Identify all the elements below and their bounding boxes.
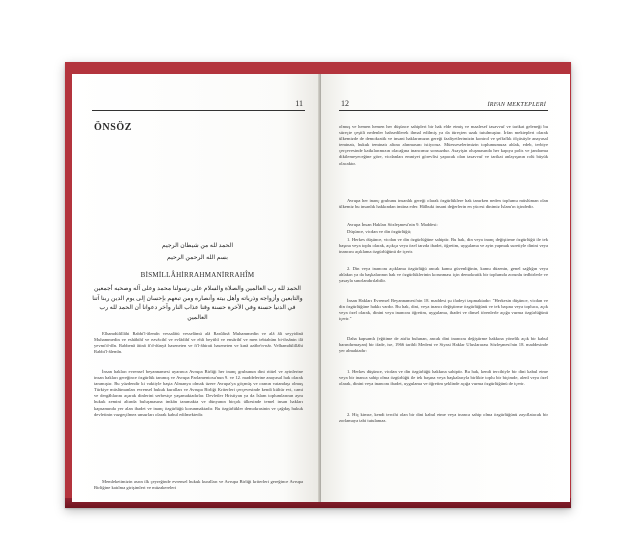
right-paragraph-4: Daha kapsamlı (eğitime de atıfta bulunan, ancak dini inancını değiştirme hakkına yönelik açık bir kabul barındırmayan) bir ifade, ise, 1966 tarihli Medeni ve Siyasi Haklar Uluslararası Sözleşmesi'nin 18. maddesinde yer almaktadır: <box>339 336 548 354</box>
right-paragraph-1: olmuş ve hemen hemen her düşünce sahipleri bir hak elde etmiş ve maalesef tasavvuf ve tarikat geleneği bu süreçte çeşitli nedenler bahsedilerek ihmal edilmiş ya da türeçten uzak tutulmuştur. İrfan mektepleri olarak ülkemizde de demokratik ve insani haklarımızın gereği faaliyetlerimizin kontrol ve şeffaflık ölçüsüyle anayasal teminatı, hukuk teminatı altına alınmasını istiyoruz. Müesseselerimizin toplumumuza ahlak, edeb, terbiye çerçevesinde katkılarımızın olacağına inancımız sonsuzdur. Asayişin oluşmasında her kapıya polis ve jandarma dikilemeyeceğine göre, vicdanları emniyet görevlisi yapacak olan tasavvuf ve tarikat anlayışının rolü büyük olacaktır. <box>339 124 548 166</box>
article-point-2: 2. Din veya inancını açıklama özgürlüğü ancak kamu güvenliğinin, kamu düzenin, genel sağlığın veya ahlakın ya da başkalarının hak ve özgürlüklerinin korunması için demokratik bir toplumda zorunlu tedbirlerle ve yasayla sınırlandırılabilir. <box>339 266 548 284</box>
running-head: İRFAN MEKTEPLERİ <box>487 102 546 108</box>
article-heading: Avrupa İnsan Hakları Sözleşmesi'nin 9. Maddesi: <box>347 222 438 227</box>
basmala-transliteration: BİSMİLLÂHİRRAHMANİRRAHÎM <box>140 271 255 279</box>
left-paragraph-1: Elhamdülillâhi Rabbi'l-âlemîn vessalâtü vesselâmü alâ Rasûlinâ Muhammedin ve alâ âli seyyidinâ Muhammedin ve eshâbihî ve ezvâcihî ve evlâdihî ve ehli beytihî ve ensârihî ve men tebiahüm bi-ihsânin ilâ yevmi'd-dîn. Rabbenâ âtinâ fi'd-dünyâ haseneten ve fi'l-âhirati haseneten ve kınâ azâbe'n-nâr. Velhamdülillâhi Rabbi'l-âlemîn. <box>94 331 303 355</box>
covenant-point-2: 2. Hiç kimse, kendi tercihi olan bir dini kabul etme veya inanca sahip olma özgürlüğünü zayıflatacak bir zorlamaya tabi tutulamaz. <box>339 412 548 424</box>
right-paragraph-3: İnsan Hakları Evrensel Beyannamesi'nin 18. maddesi şu ifadeyi taşımaktadır: "Herkesin düşünce, vicdan ve din özgürlüğüne hakkı vardır. Bu hak, dini, veya inancı değiştirme özgürlüğünü ve tek başına veya topluca, açık veya özel olarak, dinini veya inancını öğretim, uygulama, ibadet ve dinsel törenlerle açığa vurma özgürlüğünü içerir." <box>339 298 548 322</box>
article-point-1: 1. Herkes düşünce, vicdan ve din özgürlüğüne sahiptir. Bu hak, din veya inanç değiştirme özgürlüğü ile tek başına veya toplu olarak, açıkça veya özel tarzda ibadet, öğretim, uygulama ve ayin yapmak suretiyle dinini veya inancını açıklama özgürlüğünü de içerir. <box>339 237 548 255</box>
arabic-line-2: بسم الله الرحمن الرحيم <box>167 254 228 261</box>
right-page <box>321 74 570 502</box>
right-page-number: 12 <box>341 99 349 108</box>
left-paragraph-2: İnsan hakları evrensel beyannamesi uyarınca Avrupa Birliği her inanç grubunun dini ritüel ve ayinlerine insan hakları gereğince özgürlük tanımış ve Avrupa Parlamentosu'nun 9. ve 12. maddelerine anayasal hak olarak tanımıştır. Bu yüzdendir ki vaktiyle başta Almanya olmak üzere Avrupa'ya göçmüş ve oranın vatandaşı olmuş Türkiye müslümanları evrensel hukuk kuralları ve Avrupa Birliği Kriterleri çerçevesinde kendi kültür evi, cami ve dergâhlarını açarak dinlerini serbestçe yaşamaktadırlar. Devletler Hristiyan ya da İslam toplumlarının aynı hukuk zemini altında buluşmasına imkân tanımakta ve dünyanın birçok ülkesinde temel insan hakları kapsamında yer alan ibadet ve inanç özgürlüğü korunmaktadır. Bu özgürlükler demokrasinin ve çağdaş hukuk devletinin vazgeçilmez unsurları olarak kabul edilmektedir. <box>94 369 303 417</box>
arabic-line-1: الحمد لله من شيطان الرجيم <box>161 242 234 249</box>
arabic-prayer: الحمد لله رب العالمين والصلاة والسلام على رسولنا محمد وعلى آله وصحبه أجمعين والتابعين وأزواجه وذرياته وأهل بيته وأنصاره ومن تبعهم بإحسان إلى يوم الدين ربنا آتنا في الدنيا حسنة وفي الآخرة حسنة وقنا عذاب النار وآخر دعوانا أن الحمد لله رب العالمين <box>92 285 303 321</box>
left-page <box>72 74 321 502</box>
left-paragraph-3: Memleketimizin asrın ilk çeyreğinde evrensel hukuk kuralları ve Avrupa Birliği kriterleri gereğince Avrupa Birliğine katılma girişimleri ve müzakereleri <box>94 479 303 491</box>
section-title: ÖNSÖZ <box>94 122 133 133</box>
article-subheading: Düşünce, vicdan ve din özgürlüğü; <box>347 229 412 234</box>
right-paragraph-2: Avrupa her inanç grubunu insanlık gereği olarak özgürlüklere hak tanırken neden toplumu müslüman olan ülkemiz bu insanlık hakkından imtina eder. Hâlbuki insani değerlerin en yücesi dinimiz İslam'ın içindedir. <box>339 198 548 210</box>
right-page-header <box>339 98 548 111</box>
left-page-header <box>92 98 305 111</box>
covenant-point-1: 1. Herkes düşünce, vicdan ve din özgürlüğü hakkına sahiptir. Bu hak, kendi tercihiyle bir dini kabul etme veya bir inanca sahip olma özgürlüğü ile tek başına veya başkalarıyla birlikte toplu bir biçimde, alenî veya özel olarak, dinini veya inancını ibadet, uygulama ve öğretim şeklinde açığa vurma özgürlüğünü de içerir. <box>339 369 548 387</box>
left-page-number: 11 <box>295 99 303 108</box>
